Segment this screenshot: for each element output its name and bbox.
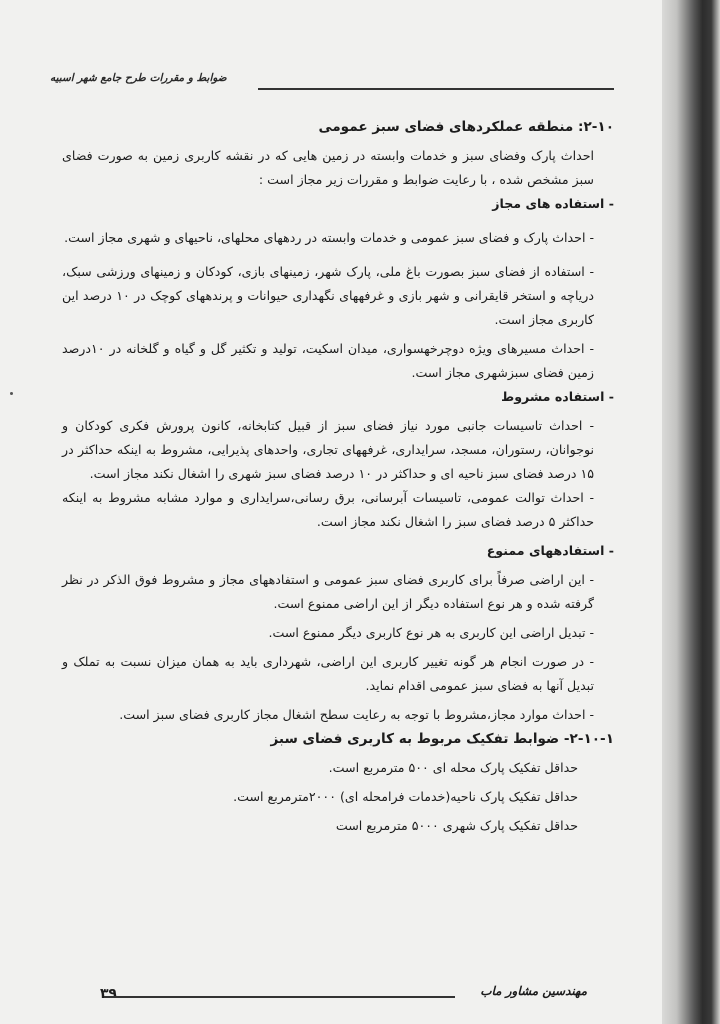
conditional-uses-heading: - استفاده مشروط	[501, 389, 614, 404]
permitted-item: - احداث پارک و فضای سبز عمومی و خدمات وابسته در ردههای محلهای، ناحیهای و شهری مجاز است.	[64, 230, 594, 245]
forbidden-item: - تبدیل اراضی این کاربری به هر نوع کاربری دیگر ممنوع است.	[268, 625, 594, 640]
page-footer	[40, 986, 615, 1014]
conditional-item: - احداث توالت عمومی، تاسیسات آبرسانی، برق رسانی،سرایداری و موارد مشابه مشروط به اینکه حداکثر ۵ درصد فضای سبز را اشغال نکند مجاز است.	[62, 490, 594, 529]
permitted-item: - احداث مسیرهای ویژه دوچرخهسواری، میدان اسکیت، تولید و تکثیر گل و گیاه و گلخانه در ۱۰درصد زمین فضای سبزشهری مجاز است.	[62, 341, 594, 380]
document-body	[62, 115, 614, 838]
binding-shadow	[662, 0, 720, 1024]
page-number: ۳۹	[100, 986, 118, 1002]
header-title: ضوابط و مقررات طرح جامع شهر اسبیه	[50, 72, 227, 84]
forbidden-uses-heading: - استفادههای ممنوع	[486, 543, 614, 558]
scan-speck	[10, 392, 13, 395]
permitted-uses-heading: - استفاده های مجاز	[492, 196, 614, 211]
subdivision-rule: حداقل تفکیک پارک شهری ۵۰۰۰ مترمربع است	[335, 818, 578, 833]
consultant-name: مهندسین مشاور ماب	[480, 984, 587, 998]
header-rule	[258, 88, 614, 90]
subdivision-rule: حداقل تفکیک پارک محله ای ۵۰۰ مترمربع است.	[328, 760, 578, 775]
page-header	[28, 72, 618, 96]
footer-rule	[104, 996, 455, 998]
forbidden-item: - در صورت انجام هر گونه تغییر کاربری این اراضی، شهرداری باید به همان میزان نسبت به تملک و تبدیل آنها به فضای سبز عمومی اقدام نماید.	[62, 654, 594, 693]
subdivision-rule: حداقل تفکیک پارک ناحیه(خدمات فرامحله ای) ۲۰۰۰مترمربع است.	[233, 789, 578, 804]
subsection-heading: ۲-۱۰-۱- ضوابط تفکیک مربوط به کاربری فضای سبز	[270, 731, 614, 747]
permitted-item: - استفاده از فضای سبز بصورت باغ ملی، پارک شهر، زمینهای بازی، کودکان و زمینهای ورزشی سبک، دریاچه و استخر قایقرانی و شهر بازی و غرفههای نگهداری حیوانات و پرندههای کوچک در ۱۰ درصد این کاربری مجاز است.	[62, 264, 594, 327]
section-heading: ۲-۱۰: منطقه عملکردهای فضای سبز عمومی	[318, 119, 614, 135]
conditional-item: - احداث تاسیسات جانبی مورد نیاز فضای سبز از قبیل کتابخانه، کانون پرورش فکری کودکان و نوجوانان، رستوران، مسجد، سرایداری، غرفههای تجاری، واحدهای پذیرایی، مشروط به اینکه حداکثر در ۱۵ درصد فضای سبز ناحیه ای و حداکثر در ۱۰ درصد فضای سبز شهری را اشغال نکند مجاز است.	[62, 418, 594, 481]
forbidden-item: - احداث موارد مجاز،مشروط با توجه به رعایت سطح اشغال مجاز کاربری فضای سبز است.	[119, 707, 594, 722]
intro-paragraph: احداث پارک وفضای سبز و خدمات وابسته در زمین هایی که در نقشه کاربری زمین به صورت فضای سبز مشخص شده ، با رعایت ضوابط و مقررات زیر مجاز است :	[62, 148, 594, 187]
forbidden-item: - این اراضی صرفاً برای کاربری فضای سبز عمومی و استفادههای مجاز و مشروط فوق الذکر در نظر گرفته شده و هر نوع استفاده دیگر از این اراضی ممنوع است.	[62, 572, 594, 611]
